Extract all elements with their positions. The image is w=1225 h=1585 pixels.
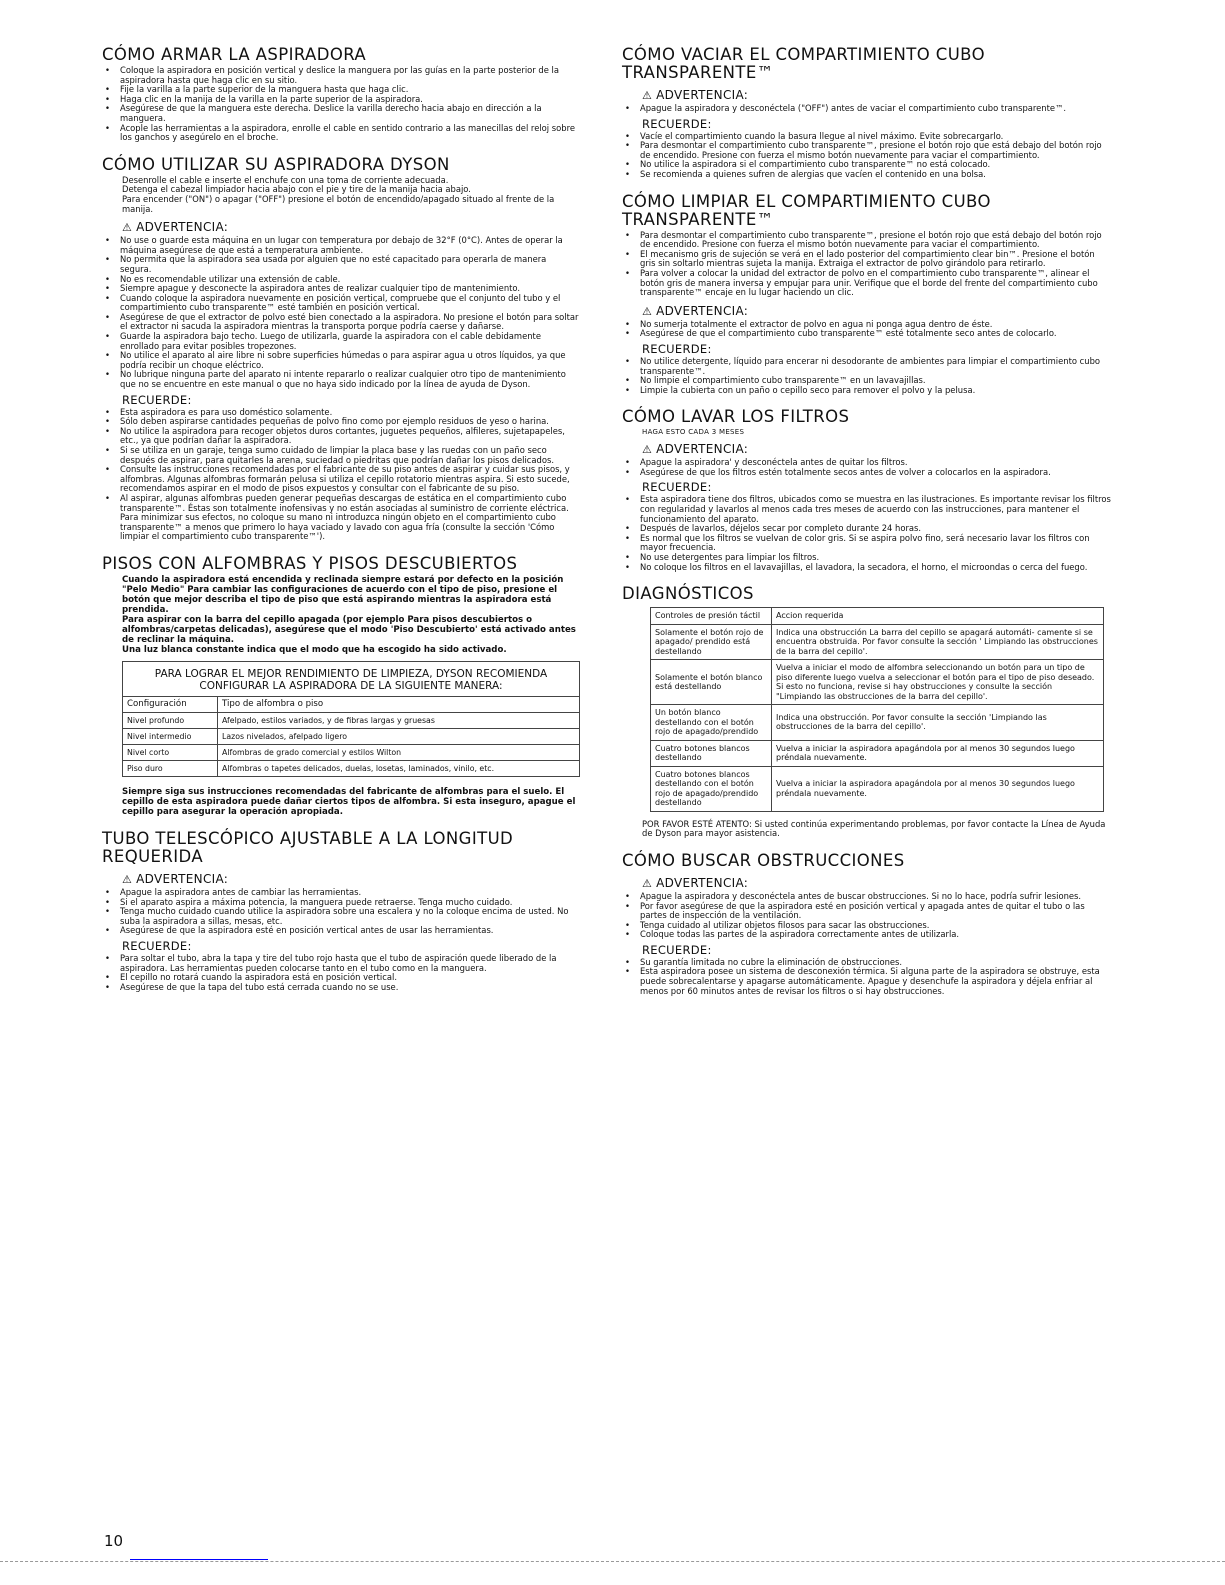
warning-heading: ⚠ ADVERTENCIA: xyxy=(642,88,749,102)
list-item: • Acople las herramientas a la aspiradora, enrolle el cable en sentido contrario a las manecillas del reloj sobre los ganchos y asegúrelo en el broche. xyxy=(102,124,580,143)
table-header-cell: Accion requerida xyxy=(772,608,1104,625)
bullet-list xyxy=(622,231,1112,298)
table-cell: Alfombras de grado comercial y estilos Wilton xyxy=(218,744,580,760)
table-cell: Nivel intermedio xyxy=(123,728,218,744)
table-cell: Solamente el botón blanco está destellando xyxy=(651,660,772,705)
list-item: • No use detergentes para limpiar los filtros. xyxy=(622,553,1112,563)
list-item: • Para soltar el tubo, abra la tapa y tire del tubo rojo hasta que el tubo de aspiración quede liberado de la aspiradora. Las herramientas pueden colocarse tanto en el tubo como en la manguera. xyxy=(102,954,580,973)
list-item: • Para volver a colocar la unidad del extractor de polvo en el compartimiento cubo transparente™, alinear el botón gris de manera inversa y empujar para unir. Verifique que el borde del frente del compartimiento cubo transparente™ encaje en lu lugar haciendo un clic. xyxy=(622,269,1112,298)
table-cell: Vuelva a iniciar la aspiradora apagándola por al menos 30 segundos luego préndala nuevamente. xyxy=(772,740,1104,766)
section-floors xyxy=(102,555,580,817)
bullet-list xyxy=(622,104,1112,114)
list-item: • Asegúrese de que los filtros estén totalmente secos antes de volver a colocarlos en la aspiradora. xyxy=(622,468,1112,478)
paragraph-group xyxy=(102,575,580,655)
list-item: • Vacíe el compartimiento cuando la basura llegue al nivel máximo. Evite sobrecargarlo. xyxy=(622,132,1112,142)
table-row xyxy=(651,705,1104,741)
page-number: 10 xyxy=(104,1532,124,1550)
list-item: • Asegúrese de que el extractor de polvo esté bien conectado a la aspiradora. No presione el botón para soltar el extractor ni sacuda la aspiradora mientras la transporta porque podría caerse y dañarse. xyxy=(102,313,580,332)
list-item: • Siempre apague y desconecte la aspiradora antes de realizar cualquier tipo de mantenimiento. xyxy=(102,284,580,294)
diagnostics-note: POR FAVOR ESTÉ ATENTO: Si usted continúa experimentando problemas, por favor contacte la Línea de Ayuda de Dyson para mayor asistencia. xyxy=(642,818,1106,839)
list-item: • Tenga cuidado al utilizar objetos filosos para sacar las obstrucciones. xyxy=(622,921,1112,931)
list-item: • Después de lavarlos, déjelos secar por completo durante 24 horas. xyxy=(622,524,1112,534)
section-clean-bin xyxy=(622,193,1112,396)
bullet-list xyxy=(622,357,1112,395)
section-title: CÓMO VACIAR EL COMPARTIMIENTO CUBO TRANSPARENTE™ xyxy=(622,45,985,82)
list-item: • Asegúrese de que el compartimiento cubo transparente™ esté totalmente seco antes de colocarlo. xyxy=(622,329,1112,339)
warning-heading: ⚠ ADVERTENCIA: xyxy=(642,875,749,890)
paragraph: Desenrolle el cable e inserte el enchufe con una toma de corriente adecuada. xyxy=(122,174,449,185)
section-title: PISOS CON ALFOMBRAS Y PISOS DESCUBIERTOS xyxy=(102,553,518,573)
table-cell: Nivel profundo xyxy=(123,712,218,728)
page-bottom-divider xyxy=(0,1561,1225,1562)
list-item: • Esta aspiradora es para uso doméstico solamente. xyxy=(102,408,580,418)
warning-triangle-icon: ⚠ xyxy=(642,89,653,102)
list-item: • Asegúrese de que la manguera este derecha. Deslice la varilla derecho hacia abajo en dirección a la manguera. xyxy=(102,104,580,123)
list-item: • Coloque la aspiradora en posición vertical y deslice la manguera por las guías en la parte posterior de la aspiradora hasta que haga clic en su sitio. xyxy=(102,66,580,85)
list-item: • No utilice detergente, líquido para encerar ni desodorante de ambientes para limpiar el compartimiento cubo transparente™. xyxy=(622,357,1112,376)
section-title: DIAGNÓSTICOS xyxy=(622,584,754,604)
table-cell: Solamente el botón rojo de apagado/ prendido está destellando xyxy=(651,624,772,660)
list-item: • Es normal que los filtros se vuelvan de color gris. Si se aspira polvo fino, será necesario lavar los filtros con mayor frecuencia. xyxy=(622,534,1112,553)
table-row xyxy=(123,728,580,744)
table-cell: Indica una obstrucción La barra del cepillo se apagará automáti- camente si se encuentra obstruida. Por favor consulte la sección ' Limpiando las obstrucciones de la barra del cepillo'. xyxy=(772,624,1104,660)
list-item: • No permita que la aspiradora sea usada por alguien que no esté capacitado para operarla de manera segura. xyxy=(102,255,580,274)
table-row xyxy=(651,740,1104,766)
table-cell: Vuelva a iniciar la aspiradora apagándola por al menos 30 segundos luego préndala nuevamente. xyxy=(772,766,1104,811)
bullet-list xyxy=(102,408,580,542)
paragraph-group xyxy=(102,176,580,214)
table-row xyxy=(123,712,580,728)
list-item: • Apague la aspiradora y desconéctela ("OFF") antes de vaciar el compartimiento cubo transparente™. xyxy=(622,104,1112,114)
table-cell: Cuatro botones blancos destellando con el botón rojo de apagado/prendido destellando xyxy=(651,766,772,811)
bullet-list xyxy=(622,958,1112,996)
list-item: • Si el aparato aspira a máxima potencia, la manguera puede retraerse. Tenga mucho cuidado. xyxy=(102,898,580,908)
warning-triangle-icon: ⚠ xyxy=(642,443,653,457)
warning-heading: ⚠ ADVERTENCIA: xyxy=(642,442,749,457)
section-subtitle: HAGA ESTO CADA 3 MESES xyxy=(642,428,745,437)
list-item: • No lubrique ninguna parte del aparato ni intente repararlo o realizar cualquier otro tipo de mantenimiento que no se encuentre en este manual o que no haya sido indicado por la línea de ayuda de Dyson. xyxy=(102,370,580,389)
list-item: • Esta aspiradora tiene dos filtros, ubicados como se muestra en las ilustraciones. Es importante revisar los filtros con regularidad y lavarlos al menos cada tres meses de acuerdo con las instrucciones, para mantener el funcionamiento del aparato. xyxy=(622,495,1112,524)
left-column xyxy=(102,46,580,1005)
table-cell: Afelpado, estilos variados, y de fibras largas y gruesas xyxy=(218,712,580,728)
table-cell: Piso duro xyxy=(123,760,218,776)
list-item: • Si se utiliza en un garaje, tenga sumo cuidado de limpiar la placa base y las ruedas con un paño seco después de aspirar, para quitarles la arena, suciedad o piedritas que podrían dañar los pisos delicados. xyxy=(102,446,580,465)
list-item: • No sumerja totalmente el extractor de polvo en agua ni ponga agua dentro de éste. xyxy=(622,320,1112,330)
list-item: • Esta aspiradora posee un sistema de desconexión térmica. Si alguna parte de la aspiradora se obstruye, esta puede sobrecalentarse y apagarse automáticamente. Apague y desenchufe la aspiradora y déjela enfriar al menos por 60 minutos antes de revisar los filtros o si hay obstrucciones. xyxy=(622,967,1112,996)
warning-triangle-icon: ⚠ xyxy=(642,876,653,890)
bullet-list xyxy=(622,495,1112,572)
table-header-cell: Tipo de alfombra o piso xyxy=(218,696,580,712)
section-assemble xyxy=(102,46,580,143)
list-item: • Al aspirar, algunas alfombras pueden generar pequeñas descargas de estática en el compartimiento cubo transparente™. Éstas son totalmente inofensivas y no están asociadas al suministro de corriente eléctrica. Para minimizar sus efectos, no coloque su mano ni introduzca ningún objeto en el compartimiento cubo transparente™ a menos que primero lo haya vaciado y lavado con agua fría (consulte la sección 'Cómo limpiar el compartimiento cubo transparente™'). xyxy=(102,494,580,542)
list-item: • Se recomienda a quienes sufren de alergias que vacíen el contenido en una bolsa. xyxy=(622,170,1112,180)
table-cell: Un botón blanco destellando con el botón rojo de apagado/prendido xyxy=(651,705,772,741)
list-item: • No use o guarde esta máquina en un lugar con temperatura por debajo de 32°F (0°C). Antes de operar la máquina asegúrese de que está a temperatura ambiente. xyxy=(102,236,580,255)
section-obstructions xyxy=(622,852,1112,996)
section-title: TUBO TELESCÓPICO AJUSTABLE A LA LONGITUD REQUERIDA xyxy=(102,828,514,866)
warning-triangle-icon: ⚠ xyxy=(122,872,133,886)
list-item: • El cepillo no rotará cuando la aspiradora está en posición vertical. xyxy=(102,973,580,983)
list-item: • No utilice la aspiradora si el compartimiento cubo transparente™ no está colocado. xyxy=(622,160,1112,170)
bullet-list xyxy=(622,458,1112,477)
table-cell: Indica una obstrucción. Por favor consulte la sección 'Limpiando las obstrucciones de la barra del cepillo'. xyxy=(772,705,1104,741)
bullet-list xyxy=(102,888,580,936)
paragraph: Para aspirar con la barra del cepillo apagada (por ejemplo Para pisos descubiertos o alfombras/carpetas delicadas), asegúrese que el modo 'Piso Descubierto' está activado antes de reclinar la máquina. xyxy=(122,614,576,645)
bullet-list xyxy=(102,66,580,143)
bullet-list xyxy=(102,236,580,390)
section-title: CÓMO LIMPIAR EL COMPARTIMIENTO CUBO TRANSPARENTE™ xyxy=(622,191,991,229)
list-item: • No utilice el aparato al aire libre ni sobre superficies húmedas o para aspirar agua u otros líquidos, ya que podría recibir un choque eléctrico. xyxy=(102,351,580,370)
list-item: • Guarde la aspiradora bajo techo. Luego de utilizarla, guarde la aspiradora con el cable debidamente enrollado para evitar posibles tropezones. xyxy=(102,332,580,351)
list-item: • Su garantía limitada no cubre la eliminación de obstrucciones. xyxy=(622,958,1112,968)
section-telescopic xyxy=(102,830,580,992)
paragraph: Cuando la aspiradora está encendida y reclinada siempre estará por defecto en la posición "Pelo Medio" Para cambiar las configuraciones de acuerdo con el tipo de piso, presione el botón que mejor describa el tipo de piso que está aspirando mientras la aspiradora está prendida. xyxy=(122,574,564,615)
remember-heading: RECUERDE: xyxy=(122,938,192,953)
section-title: CÓMO ARMAR LA ASPIRADORA xyxy=(102,45,367,64)
remember-heading: RECUERDE: xyxy=(642,341,712,356)
section-title: CÓMO LAVAR LOS FILTROS xyxy=(622,407,850,427)
warning-triangle-icon: ⚠ xyxy=(642,304,653,318)
list-item: • El mecanismo gris de sujeción se verá en el lado posterior del compartimiento clear bin™. Presione el botón gris sin soltarlo mientras sujeta la manija. Extraiga el extractor de polvo girándolo para retirarlo. xyxy=(622,250,1112,269)
remember-heading: RECUERDE: xyxy=(642,480,712,495)
table-row xyxy=(651,766,1104,811)
paragraph: Detenga el cabezal limpiador hacia abajo con el pie y tire de la manija hacia abajo. xyxy=(122,184,471,195)
list-item: • Fije la varilla a la parte superior de la manguera hasta que haga clic. xyxy=(102,85,580,95)
list-item: • Consulte las instrucciones recomendadas por el fabricante de su piso antes de aspirar y cuidar sus pisos, y alfombras. Algunas alfombras formarán pelusa si utiliza el cepillo rotatorio mientras aspira. Si esto sucede, recomendamos aspirar en el modo de pisos expuestos y consultar con el fabricante de su piso. xyxy=(102,465,580,494)
list-item: • Para desmontar el compartimiento cubo transparente™, presione el botón rojo que está debajo del botón rojo de encendido. Presione con fuerza el mismo botón nuevamente para vaciar el compartimiento. xyxy=(622,141,1112,160)
list-item: • Haga clic en la manija de la varilla en la parte superior de la aspiradora. xyxy=(102,95,580,105)
footer-link-line xyxy=(130,1559,268,1560)
list-item: • Sólo deben aspirarse cantidades pequeñas de polvo fino como por ejemplo residuos de yeso o harina. xyxy=(102,417,580,427)
list-item: • Apague la aspiradora' y desconéctela antes de quitar los filtros. xyxy=(622,458,1112,468)
paragraph: Para encender ("ON") o apagar ("OFF") presione el botón de encendido/apagado situado al frente de la manija. xyxy=(122,193,555,214)
list-item: • No limpie el compartimiento cubo transparente™ en un lavavajillas. xyxy=(622,376,1112,386)
right-column xyxy=(622,46,1112,1009)
list-item: • No es recomendable utilizar una extensión de cable. xyxy=(102,275,580,285)
diagnostics-table xyxy=(650,607,1104,812)
list-item: • Asegúrese de que la tapa del tubo está cerrada cuando no se use. xyxy=(102,983,580,993)
list-item: • Cuando coloque la aspiradora nuevamente en posición vertical, compruebe que el conjunto del tubo y el compartimiento cubo transparente™ esté también en posición vertical. xyxy=(102,294,580,313)
table-row xyxy=(123,744,580,760)
remember-heading: RECUERDE: xyxy=(642,942,712,957)
list-item: • Tenga mucho cuidado cuando utilice la aspiradora sobre una escalera y no la coloque encima de usted. No suba la aspiradora a sillas, mesas, etc. xyxy=(102,907,580,926)
list-item: • Para desmontar el compartimiento cubo transparente™, presione el botón rojo que está debajo del botón rojo de encendido. Presione con fuerza el mismo botón nuevamente para vaciar el compartimiento. xyxy=(622,231,1112,250)
section-use xyxy=(102,156,580,542)
list-item: • No coloque los filtros en el lavavajillas, el lavadora, la secadora, el horno, el microondas o cerca del fuego. xyxy=(622,563,1112,573)
table-cell: Vuelva a iniciar el modo de alfombra seleccionando un botón para un tipo de piso diferente luego vuelva a seleccionar el botón para el tipo de piso deseado. Si esto no funciona, revise si hay obstrucciones y consulte la sección "Limpiando las obstrucciones de la barra del cepillo'. xyxy=(772,660,1104,705)
list-item: • Limpie la cubierta con un paño o cepillo seco para remover el polvo y la pelusa. xyxy=(622,386,1112,396)
table-row xyxy=(651,624,1104,660)
table-cell: Alfombras o tapetes delicados, duelas, losetas, laminados, vinilo, etc. xyxy=(218,760,580,776)
list-item: • Asegúrese de que la aspiradora esté en posición vertical antes de usar las herramientas. xyxy=(102,926,580,936)
table-row xyxy=(651,660,1104,705)
remember-heading: RECUERDE: xyxy=(642,116,712,131)
warning-heading: ⚠ ADVERTENCIA: xyxy=(122,220,229,235)
bullet-list xyxy=(622,132,1112,180)
section-title: CÓMO UTILIZAR SU ASPIRADORA DYSON xyxy=(102,154,450,174)
list-item: • No utilice la aspiradora para recoger objetos duros cortantes, juguetes pequeños, alfileres, sujetapapeles, etc., ya que podrían dañar la aspiradora. xyxy=(102,427,580,446)
list-item: • Coloque todas las partes de la aspiradora correctamente antes de utilizarla. xyxy=(622,930,1112,940)
list-item: • Apague la aspiradora antes de cambiar las herramientas. xyxy=(102,888,580,898)
warning-heading: ⚠ ADVERTENCIA: xyxy=(122,871,229,886)
paragraph: Una luz blanca constante indica que el modo que ha escogido ha sido activado. xyxy=(122,644,507,655)
table-header-cell: Controles de presión táctil xyxy=(651,608,772,625)
section-wash-filters xyxy=(622,408,1112,572)
list-item: • Por favor asegúrese de que la aspiradora esté en posición vertical y apagada antes de quitar el tubo o las partes de inspección de la ventilación. xyxy=(622,902,1112,921)
table-header-cell: Configuración xyxy=(123,696,218,712)
table-cell: Nivel corto xyxy=(123,744,218,760)
table-cell: Lazos nivelados, afelpado ligero xyxy=(218,728,580,744)
bullet-list xyxy=(622,892,1112,940)
floors-note: Siempre siga sus instrucciones recomendadas del fabricante de alfombras para el suelo. El cepillo de esta aspiradora puede dañar ciertos tipos de alfombra. Si esta inseguro, apague el cepillo para asegurar la operación apropiada. xyxy=(122,786,576,817)
remember-heading: RECUERDE: xyxy=(122,392,192,407)
section-title: CÓMO BUSCAR OBSTRUCCIONES xyxy=(622,850,905,870)
warning-heading: ⚠ ADVERTENCIA: xyxy=(642,303,749,318)
recommendation-table xyxy=(122,696,580,777)
warning-triangle-icon: ⚠ xyxy=(122,221,133,235)
table-cell: Cuatro botones blancos destellando xyxy=(651,740,772,766)
bullet-list xyxy=(622,320,1112,339)
section-diagnostics xyxy=(622,585,1112,839)
list-item: • Apague la aspiradora y desconéctela antes de buscar obstrucciones. Si no lo hace, podría sufrir lesiones. xyxy=(622,892,1112,902)
recommendation-heading: PARA LOGRAR EL MEJOR RENDIMIENTO DE LIMPIEZA, DYSON RECOMIENDA CONFIGURAR LA ASPIRADORA DE LA SIGUIENTE MANERA: xyxy=(122,661,580,696)
table-header-row xyxy=(123,696,580,712)
bullet-list xyxy=(102,954,580,992)
section-empty-bin xyxy=(622,46,1112,180)
table-row xyxy=(123,760,580,776)
table-header-row xyxy=(651,608,1104,625)
